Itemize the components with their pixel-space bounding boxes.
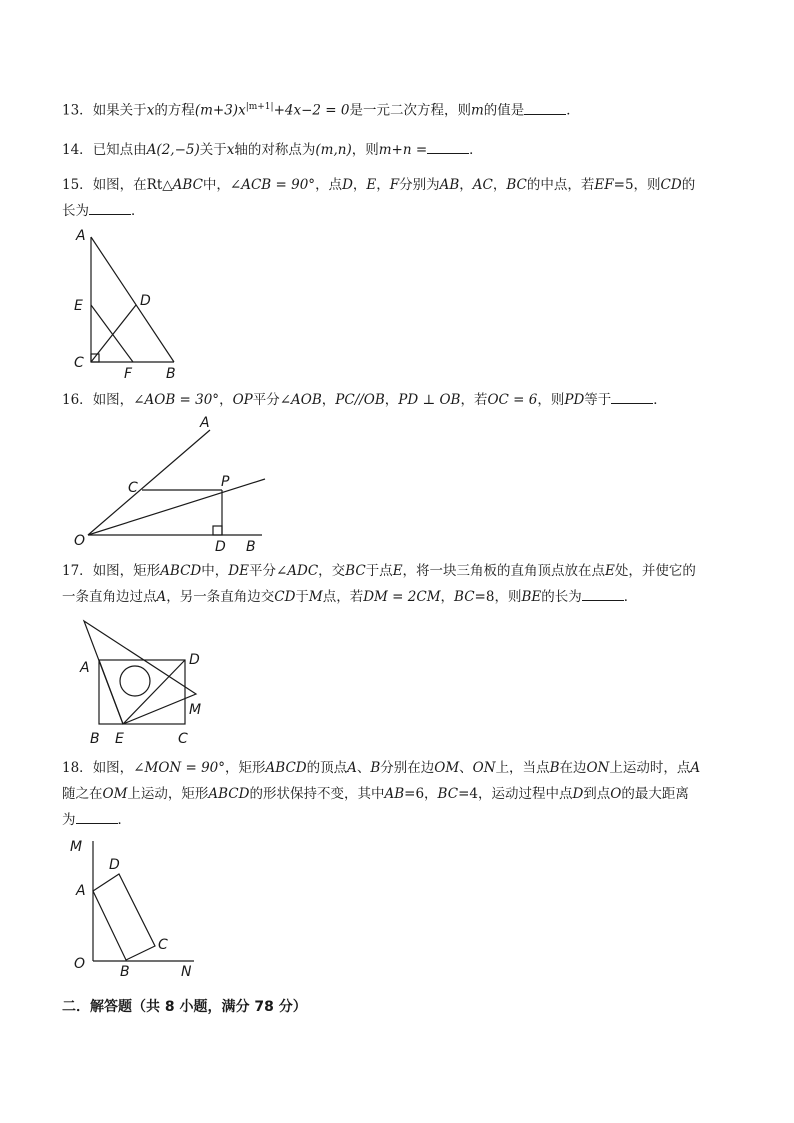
label-C: C xyxy=(128,480,138,496)
q18-t4: 、 xyxy=(356,760,371,776)
q13-var-m: m xyxy=(470,102,484,119)
q17-a: A xyxy=(156,589,167,605)
q18-a2: A xyxy=(690,760,701,776)
q16-t7: ，则 xyxy=(537,392,565,408)
q18-l2b: 上运动，矩形 xyxy=(127,786,209,802)
q17-t6: ，将一块三角板的直角顶点放在点 xyxy=(402,563,606,579)
q15-t4: 分别为 xyxy=(399,177,440,193)
q17-l2c: 于 xyxy=(295,589,309,605)
q18-o: O xyxy=(610,786,622,802)
q18-on: ON xyxy=(472,760,496,776)
label-M: M xyxy=(70,839,83,855)
q18-bc: BC xyxy=(437,786,459,802)
q18-l2f: 到点 xyxy=(583,786,611,802)
q16-number: 16． xyxy=(62,392,93,408)
label-P: P xyxy=(221,474,230,490)
answer-blank[interactable] xyxy=(582,586,624,601)
q15-cd: CD xyxy=(660,177,682,193)
q13-text-post: 是一元二次方程，则 xyxy=(349,102,471,119)
question-15: 15．如图，在Rt△ABC中，∠ACB = 90°，点D，E，F分别为AB，AC，BC的中点，若EF=5，则CD的 长为 ． xyxy=(62,177,696,219)
q17-t4: ，交 xyxy=(318,563,346,579)
q15-t6: =5，则 xyxy=(613,177,661,193)
q16-pd: PD ⊥ OB xyxy=(398,392,461,408)
q16-pc: PC//OB xyxy=(335,392,385,408)
q17-de: DE xyxy=(228,563,249,579)
label-D: D xyxy=(140,293,151,309)
q14-text-mid: 关于 xyxy=(199,142,227,158)
q13-end: ． xyxy=(566,102,580,119)
q17-t3: 平分 xyxy=(248,563,276,579)
q16-t4: ， xyxy=(321,392,336,408)
figure-q18 xyxy=(66,833,216,983)
section-heading: 二．解答题（共 8 小题，满分 78 分） xyxy=(62,999,307,1015)
q18-abcd: ABCD xyxy=(265,760,307,776)
q14-end: ． xyxy=(469,142,483,158)
label-D: D xyxy=(189,652,200,668)
q17-t1: 如图，矩形 xyxy=(92,563,161,579)
q18-l2c: 的形状保持不变，其中 xyxy=(249,786,385,802)
q18-on2: ON xyxy=(586,760,610,776)
question-18 xyxy=(62,755,734,833)
q17-adc: ∠ADC xyxy=(275,563,319,579)
q18-l3: 为 xyxy=(62,812,76,828)
q15-text: 如图，在Rt△ xyxy=(92,177,173,193)
q17-l2e: ， xyxy=(440,589,455,605)
q17-abcd: ABCD xyxy=(160,563,202,579)
q14-point: A(2,−5) xyxy=(146,142,200,158)
q15-angle: ∠ACB = 90° xyxy=(229,177,316,193)
label-B: B xyxy=(246,539,256,554)
label-D: D xyxy=(109,857,120,873)
q15-ab: AB xyxy=(439,177,460,193)
q18-l2a: 随之在 xyxy=(62,786,103,802)
q15-d: D xyxy=(342,177,353,193)
answer-blank[interactable] xyxy=(524,100,566,115)
q18-d: D xyxy=(572,786,584,802)
question-13 xyxy=(62,94,734,124)
label-C: C xyxy=(178,731,188,747)
q14-text-post: ，则 xyxy=(351,142,379,158)
q15-t2: 中， xyxy=(202,177,230,193)
label-A: A xyxy=(80,660,90,676)
q15-t7: 的 xyxy=(681,177,696,193)
q18-t7: 上，当点 xyxy=(495,760,550,776)
q15-t3: ，点 xyxy=(315,177,343,193)
q17-t7: 处，并使它的 xyxy=(614,563,696,579)
q15-t5: 的中点，若 xyxy=(526,177,595,193)
q17-l2b: ，另一条直角边交 xyxy=(166,589,275,605)
label-O: O xyxy=(74,533,86,549)
label-B: B xyxy=(166,366,176,382)
q16-angle: ∠AOB = 30° xyxy=(133,392,220,408)
q18-ab: AB xyxy=(384,786,405,802)
q18-t9: 上运动时，点 xyxy=(609,760,691,776)
q17-l2f: =8，则 xyxy=(474,589,522,605)
q18-l2g: 的最大距离 xyxy=(621,786,689,802)
q13-number: 13． xyxy=(62,102,93,119)
q13-eq-coef: (m+3) xyxy=(194,102,239,119)
q16-t3: 平分 xyxy=(252,392,280,408)
label-D: D xyxy=(215,539,226,554)
q15-end: ． xyxy=(131,203,145,219)
q16-pd2: PD xyxy=(564,392,585,408)
q17-bc: BC xyxy=(345,563,366,579)
figure-q16 xyxy=(70,412,270,554)
q17-end: ． xyxy=(623,589,638,605)
label-O: O xyxy=(74,956,86,972)
q18-angle: ∠MON = 90° xyxy=(133,760,226,776)
q18-om2: OM xyxy=(102,786,128,802)
label-B: B xyxy=(90,731,100,747)
q17-e: E xyxy=(392,563,403,579)
answer-blank[interactable] xyxy=(89,200,131,215)
label-A: A xyxy=(76,228,86,244)
label-C: C xyxy=(158,937,168,953)
q17-t2: 中， xyxy=(201,563,229,579)
q16-t8: 等于 xyxy=(584,392,612,408)
label-E: E xyxy=(74,298,83,314)
q13-text-tail: 的值是 xyxy=(483,102,525,119)
label-E: E xyxy=(115,731,124,747)
label-A: A xyxy=(76,883,86,899)
q15-e: E xyxy=(366,177,377,193)
q18-om: OM xyxy=(434,760,460,776)
label-M: M xyxy=(189,702,202,718)
q17-m: M xyxy=(308,589,323,605)
q18-b: B xyxy=(370,760,381,776)
q16-t1: 如图， xyxy=(92,392,134,408)
q18-t2: ，矩形 xyxy=(225,760,266,776)
q15-ac: AC xyxy=(472,177,493,193)
q15-ef: EF xyxy=(594,177,614,193)
q14-var-x: x xyxy=(226,142,235,158)
q15-bc: BC xyxy=(506,177,527,193)
figure-q17 xyxy=(70,612,210,750)
q15-abc: ABC xyxy=(172,177,203,193)
q16-op: OP xyxy=(232,392,253,408)
q17-dm: DM = 2CM xyxy=(363,589,441,605)
q15-number: 15． xyxy=(62,177,93,193)
q17-cd: CD xyxy=(274,589,296,605)
q17-l2d: 点，若 xyxy=(322,589,364,605)
q17-l2a: 一条直角边过点 xyxy=(62,589,157,605)
q17-e2: E xyxy=(605,563,615,579)
q17-t5: 于点 xyxy=(365,563,393,579)
answer-blank[interactable] xyxy=(611,389,653,404)
question-16 xyxy=(62,387,734,413)
q18-abcd2: ABCD xyxy=(208,786,250,802)
q16-oc: OC = 6 xyxy=(487,392,538,408)
label-C: C xyxy=(74,355,84,371)
q13-eq-rest: +4x−2 = 0 xyxy=(273,102,350,119)
label-B: B xyxy=(120,964,130,980)
answer-blank[interactable] xyxy=(427,139,469,154)
q18-l2e: =4，运动过程中点 xyxy=(458,786,573,802)
label-N: N xyxy=(181,964,192,980)
q13-eq-exponent: |m+1| xyxy=(245,102,274,112)
q18-t5: 分别在边 xyxy=(380,760,435,776)
q15-f: F xyxy=(389,177,400,193)
q18-end: ． xyxy=(117,812,131,828)
q16-t2: ， xyxy=(219,392,233,408)
q13-var-x: x xyxy=(146,102,155,119)
q18-t3: 的顶点 xyxy=(306,760,348,776)
q18-b2: B xyxy=(549,760,560,776)
q17-be: BE xyxy=(521,589,542,605)
q18-l2d: =6， xyxy=(404,786,438,802)
q18-t6: 、 xyxy=(459,760,473,776)
answer-blank[interactable] xyxy=(76,809,118,824)
q15-line2: 长为 xyxy=(62,203,89,219)
q14-text-axis: 轴的对称点为 xyxy=(234,142,316,158)
q14-expr: m+n = xyxy=(378,142,428,158)
q13-text-mid: 的方程 xyxy=(154,102,195,119)
q16-t5: ， xyxy=(384,392,399,408)
q14-number: 14． xyxy=(62,142,93,158)
q16-end: ． xyxy=(653,392,667,408)
q16-angle2: ∠AOB xyxy=(279,392,322,408)
q14-text: 已知点由 xyxy=(92,142,147,158)
label-A: A xyxy=(200,415,210,431)
question-14 xyxy=(62,137,734,163)
figure-q15 xyxy=(70,225,200,385)
label-F: F xyxy=(124,366,133,382)
q13-text: 如果关于 xyxy=(92,102,147,119)
q18-t1: 如图， xyxy=(92,760,134,776)
question-17 xyxy=(62,558,734,610)
q18-number: 18． xyxy=(62,760,93,776)
q18-t8: 在边 xyxy=(559,760,587,776)
q16-t6: ，若 xyxy=(460,392,488,408)
q17-bc2: BC xyxy=(454,589,475,605)
q14-point2: (m,n) xyxy=(315,142,352,158)
q13-eq-x: x xyxy=(238,102,246,119)
q18-a: A xyxy=(347,760,357,776)
q17-l2g: 的长为 xyxy=(541,589,582,605)
q17-number: 17． xyxy=(62,563,93,579)
